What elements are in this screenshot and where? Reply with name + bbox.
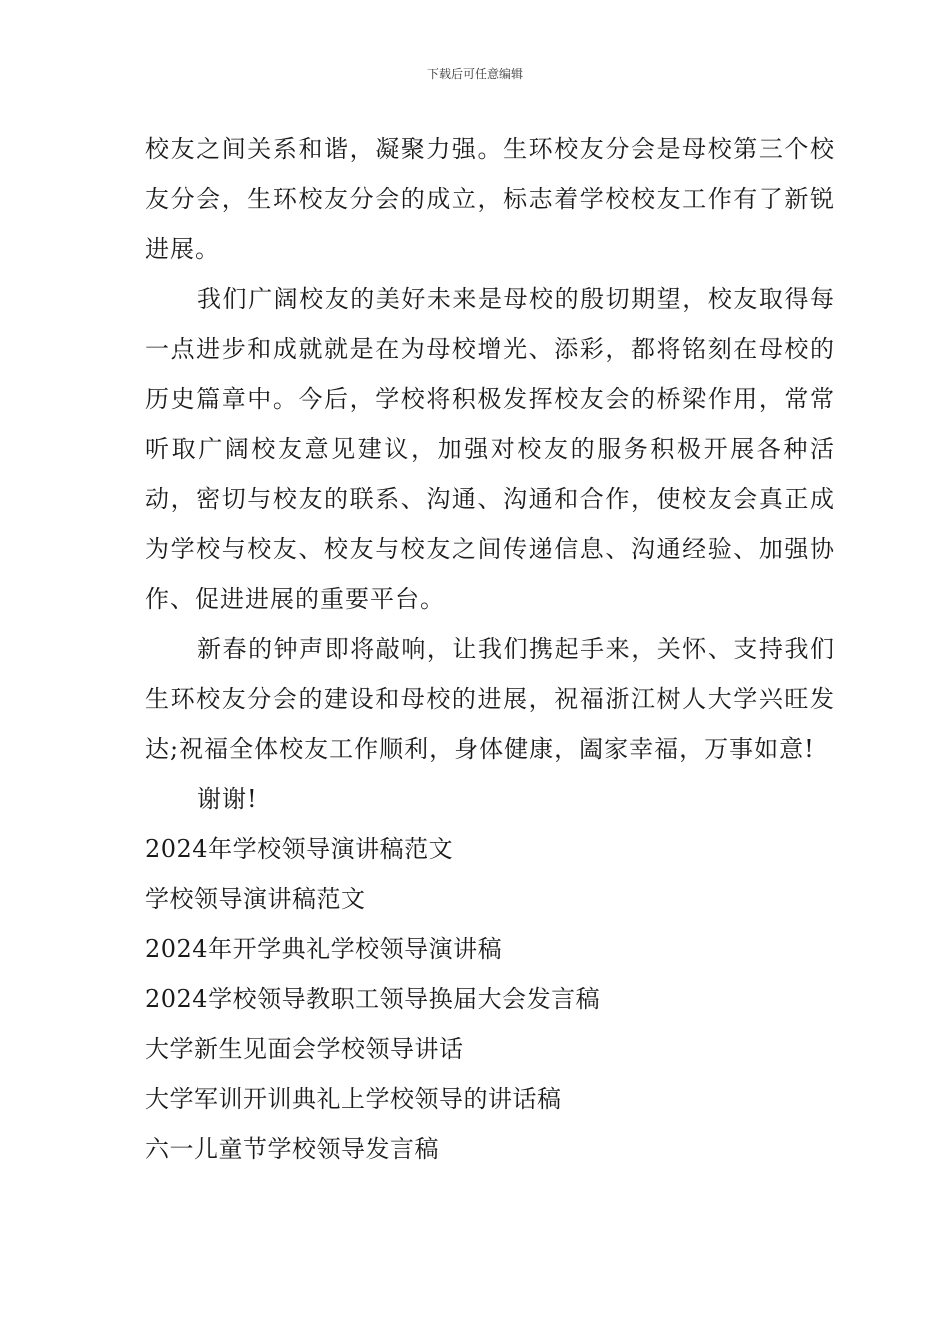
page-header-note: 下载后可任意编辑 bbox=[426, 67, 523, 81]
paragraph-thanks: 谢谢! bbox=[197, 785, 258, 813]
document-body bbox=[145, 124, 835, 1174]
related-link[interactable]: 2024年学校领导演讲稿范文 bbox=[145, 835, 454, 863]
related-link[interactable]: 大学军训开训典礼上学校领导的讲话稿 bbox=[145, 1085, 562, 1113]
related-link[interactable]: 2024学校领导教职工领导换届大会发言稿 bbox=[145, 985, 601, 1013]
related-link[interactable]: 2024年开学典礼学校领导演讲稿 bbox=[145, 935, 503, 963]
related-link[interactable]: 学校领导演讲稿范文 bbox=[145, 885, 366, 913]
paragraph-continuation: 校友之间关系和谐，凝聚力强。生环校友分会是母校第三个校友分会，生环校友分会的成立，标志着学校校友工作有了新锐进展。 bbox=[145, 135, 835, 263]
paragraph-new-year-wishes: 新春的钟声即将敲响，让我们携起手来，关怀、支持我们生环校友分会的建设和母校的进展，祝福浙江树人大学兴旺发达;祝福全体校友工作顺利，身体健康，阖家幸福，万事如意! bbox=[145, 635, 835, 763]
related-link[interactable]: 六一儿童节学校领导发言稿 bbox=[145, 1135, 439, 1163]
related-links-list bbox=[145, 824, 835, 1174]
related-link[interactable]: 大学新生见面会学校领导讲话 bbox=[145, 1035, 464, 1063]
paragraph-future-outlook: 我们广阔校友的美好未来是母校的殷切期望，校友取得每一点进步和成就就是在为母校增光、添彩，都将铭刻在母校的历史篇章中。今后，学校将积极发挥校友会的桥梁作用，常常听取广阔校友意见建议，加强对校友的服务积极开展各种活动，密切与校友的联系、沟通、沟通和合作，使校友会真正成为学校与校友、校友与校友之间传递信息、沟通经验、加强协作、促进进展的重要平台。 bbox=[145, 285, 835, 613]
